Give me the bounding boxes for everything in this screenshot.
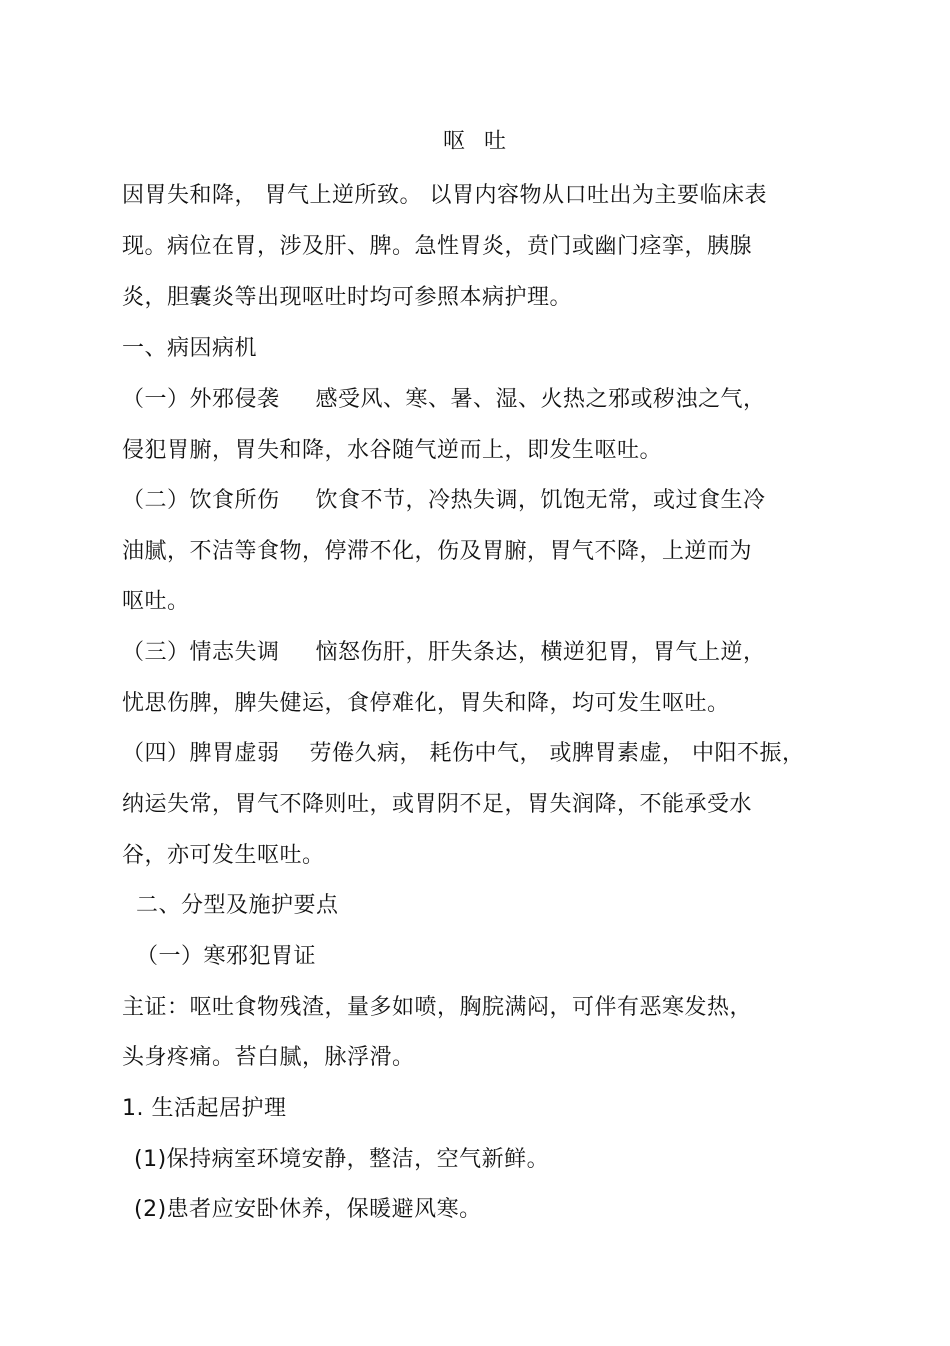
cause-item-2-line-2: 油腻，不洁等食物，停滞不化，伤及胃腑，胃气不降，上逆而为 [122,539,753,564]
cause-item-2-line-3: 呕吐。 [122,589,190,614]
section2-subheading: （一）寒邪犯胃证 [136,944,317,969]
intro-line-2: 现。病位在胃，涉及肝、脾。急性胃炎，贲门或幽门痉挛，胰腺 [122,234,753,259]
cause-item-2-label: （二）饮食所伤 [122,488,280,513]
cause-item-1-text: 感受风、寒、暑、湿、火热之邪或秽浊之气， [315,387,766,412]
cause-item-1-line-2: 侵犯胃腑，胃失和降，水谷随气逆而上，即发生呕吐。 [122,438,663,463]
cause-item-4-text: 劳倦久病， 耗伤中气， 或脾胃素虚， 中阳不振， [309,741,805,766]
cause-item-2-text: 饮食不节，冷热失调，饥饱无常，或过食生冷 [315,488,766,513]
care-heading: 1. 生活起居护理 [122,1096,287,1121]
cause-item-2 [122,486,766,516]
cause-item-4-label: （四）脾胃虚弱 [122,741,280,766]
intro-line-1: 因胃失和降， 胃气上逆所致。 以胃内容物从口吐出为主要临床表 [122,183,767,208]
care-item-1: (1)保持病室环境安静，整洁，空气新鲜。 [134,1147,550,1172]
page-title-part2: 吐 [484,129,508,154]
section1-heading: 一、病因病机 [122,336,258,361]
cause-item-3-line-2: 忧思伤脾，脾失健运，食停难化，胃失和降，均可发生呕吐。 [122,691,730,716]
cause-item-4 [122,739,805,769]
page-title [0,127,950,157]
cause-item-3-label: （三）情志失调 [122,640,280,665]
care-item-2: (2)患者应安卧休养，保暖避风寒。 [134,1197,482,1222]
cause-item-3-text: 恼怒伤肝，肝失条达，横逆犯胃，胃气上逆， [315,640,766,665]
page-title-part1: 呕 [442,129,466,154]
cause-item-4-line-2: 纳运失常，胃气不降则吐，或胃阴不足，胃失润降，不能承受水 [122,792,753,817]
cause-item-3 [122,638,766,668]
cause-item-1 [122,385,766,415]
main-symptoms-line-2: 头身疼痛。苔白腻，脉浮滑。 [122,1045,415,1070]
intro-line-3: 炎，胆囊炎等出现呕吐时均可参照本病护理。 [122,285,573,310]
section2-heading: 二、分型及施护要点 [136,893,339,918]
main-symptoms-line-1: 主证：呕吐食物残渣，量多如喷，胸脘满闷，可伴有恶寒发热， [122,995,753,1020]
cause-item-4-line-3: 谷，亦可发生呕吐。 [122,843,325,868]
cause-item-1-label: （一）外邪侵袭 [122,387,280,412]
